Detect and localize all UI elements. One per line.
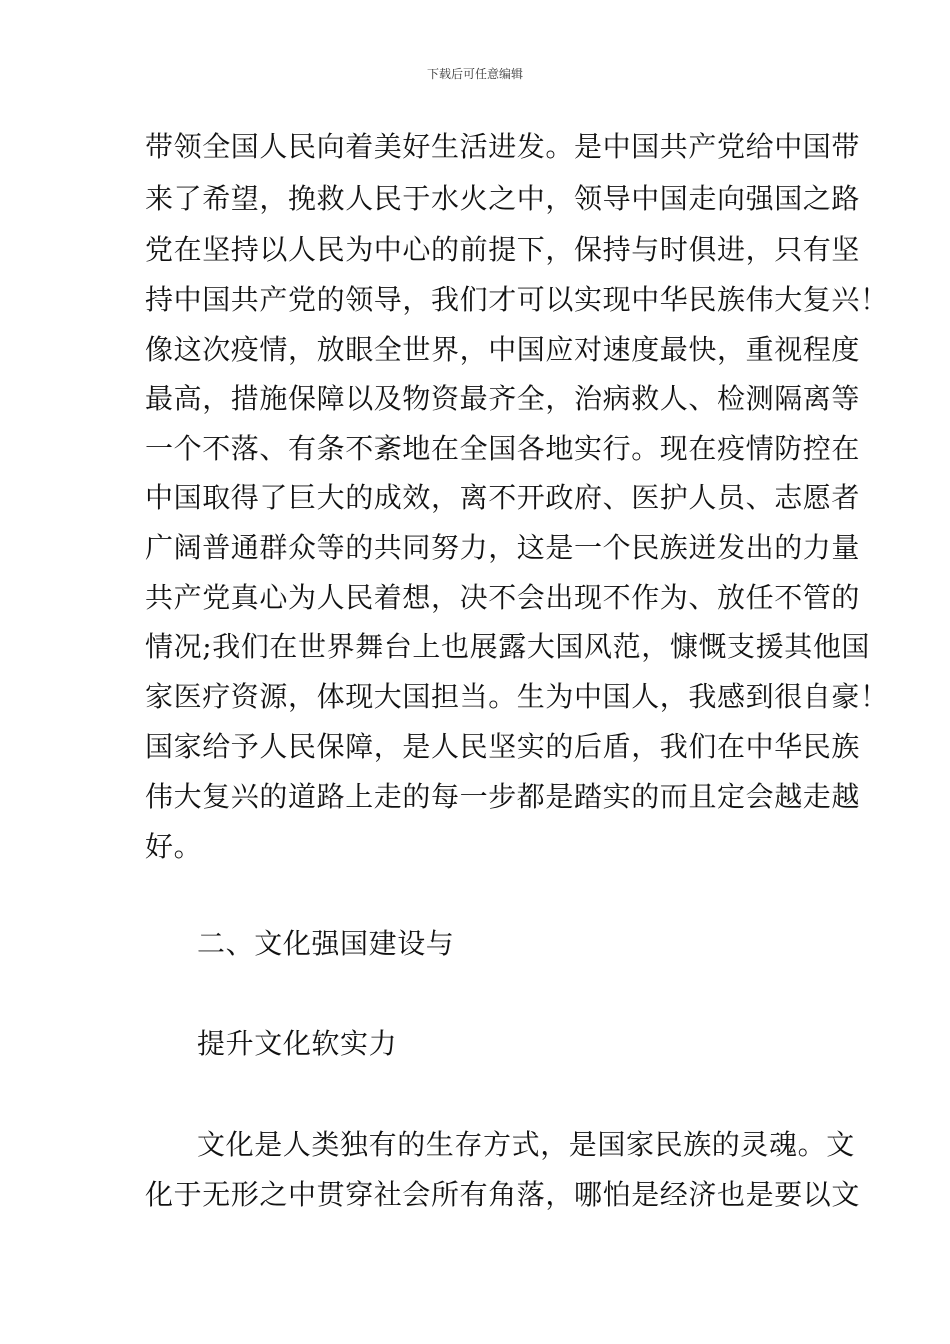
body-line: 来了希望，挽救人民于水火之中，领导中国走向强国之路: [145, 182, 861, 215]
body-line: 一个不落、有条不紊地在全国各地实行。现在疫情防控在: [145, 432, 861, 465]
body-line: 持中国共产党的领导，我们才可以实现中华民族伟大复兴！: [145, 283, 889, 316]
body-line: 好。: [145, 830, 203, 863]
paragraph-line: 文化是人类独有的生存方式，是国家民族的灵魂。文: [197, 1128, 855, 1161]
page-header: 下载后可任意编辑: [426, 67, 523, 81]
body-line: 党在坚持以人民为中心的前提下，保持与时俱进，只有坚: [145, 233, 861, 266]
body-line: 带领全国人民向着美好生活进发。是中国共产党给中国带: [145, 130, 861, 163]
body-line: 国家给予人民保障，是人民坚实的后盾，我们在中华民族: [145, 730, 861, 763]
body-line: 共产党真心为人民着想，决不会出现不作为、放任不管的: [145, 581, 861, 614]
body-line: 情况;我们在世界舞台上也展露大国风范，慷慨支援其他国: [145, 630, 871, 663]
body-line: 家医疗资源，体现大国担当。生为中国人，我感到很自豪！: [145, 680, 889, 713]
body-line: 像这次疫情，放眼全世界，中国应对速度最快，重视程度: [145, 333, 861, 366]
paragraph-line: 化于无形之中贯穿社会所有角落，哪怕是经济也是要以文: [145, 1178, 861, 1211]
section-heading: 二、文化强国建设与: [197, 927, 455, 960]
body-line: 最高，措施保障以及物资最齐全，治病救人、检测隔离等: [145, 382, 861, 415]
body-line: 中国取得了巨大的成效，离不开政府、医护人员、志愿者: [145, 481, 861, 514]
section-subheading: 提升文化软实力: [197, 1027, 398, 1060]
body-line: 广阔普通群众等的共同努力，这是一个民族迸发出的力量: [145, 531, 861, 564]
body-line: 伟大复兴的道路上走的每一步都是踏实的而且定会越走越: [145, 780, 861, 813]
